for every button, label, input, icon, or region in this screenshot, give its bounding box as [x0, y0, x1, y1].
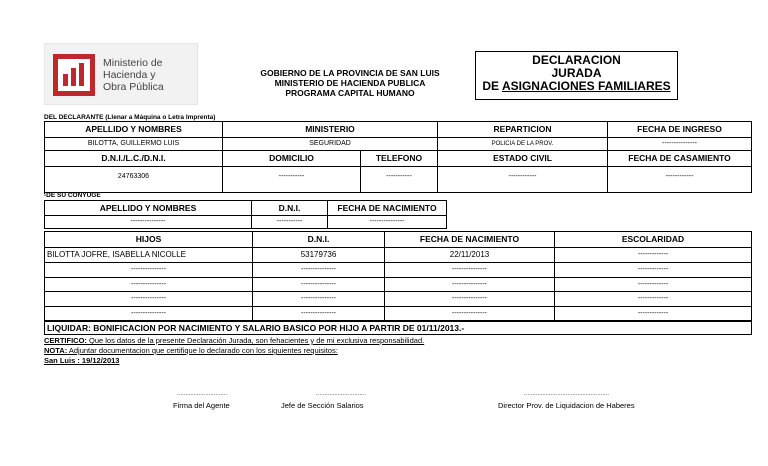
- conyuge-header-nacimiento: FECHA DE NACIMIENTO: [328, 201, 447, 216]
- gov-line-1: GOBIERNO DE LA PROVINCIA DE SAN LUIS: [260, 68, 440, 78]
- hijos-header-escolaridad: ESCOLARIDAD: [555, 232, 752, 248]
- title-line-2: JURADA: [551, 66, 602, 80]
- hijo-5-nombre: ---------------: [45, 307, 253, 321]
- certifico-line: CERTIFICO: Que los datos de la presente Declaración Jurada, son fehacientes y de mi exclusiva responsabilidad.: [44, 336, 425, 345]
- government-header: [240, 68, 460, 98]
- title-line-3: DE ASIGNACIONES FAMILIARES: [482, 79, 671, 93]
- header-dni: D.N.I./L.C./D.N.I.: [45, 151, 223, 167]
- hijo-3-dni: ---------------: [253, 278, 385, 292]
- conyuge-value-apellido: ---------------: [45, 216, 252, 229]
- hijo-2-dni: ---------------: [253, 263, 385, 278]
- conyuge-value-nacimiento: ---------------: [328, 216, 447, 229]
- value-fecha-ingreso: ---------------: [608, 138, 752, 151]
- header-estado-civil: ESTADO CIVIL: [438, 151, 608, 167]
- fecha-line: San Luis : 19/12/2013: [44, 356, 120, 365]
- conyuge-section-label: -DE SU CONYUGE: [44, 192, 101, 199]
- value-reparticion: POLICIA DE LA PROV.: [438, 138, 608, 151]
- value-estado-civil: ------------: [438, 167, 608, 193]
- hijo-4-nacimiento: ---------------: [385, 292, 555, 307]
- hijo-2-escolaridad: -------------: [555, 263, 752, 278]
- hijo-1-escolaridad: -------------: [555, 248, 752, 263]
- hijo-2-nacimiento: ---------------: [385, 263, 555, 278]
- logo-text: Ministerio de Hacienda y Obra Pública: [103, 57, 164, 93]
- hijos-header-nombre: HIJOS: [45, 232, 253, 248]
- hijo-1-dni: 53179736: [253, 248, 385, 263]
- conyuge-value-dni: -----------: [252, 216, 328, 229]
- signature-director-line: ...................................................: [524, 391, 610, 397]
- value-dni: 24763306: [45, 167, 223, 193]
- hijo-5-dni: ---------------: [253, 307, 385, 321]
- header-fecha-ingreso: FECHA DE INGRESO: [608, 122, 752, 138]
- value-fecha-casamiento: ------------: [608, 167, 752, 193]
- header-apellido: APELLIDO Y NOMBRES: [45, 122, 223, 138]
- header-fecha-casamiento: FECHA DE CASAMIENTO: [608, 151, 752, 167]
- document-title-box: [475, 51, 678, 100]
- gov-line-3: PROGRAMA CAPITAL HUMANO: [285, 88, 415, 98]
- signature-agente-label: Firma del Agente: [173, 401, 230, 410]
- conyuge-header-apellido: APELLIDO Y NOMBRES: [45, 201, 252, 216]
- value-telefono: -----------: [361, 167, 438, 193]
- signature-jefe-label: Jefe de Sección Salarios: [281, 401, 364, 410]
- header-domicilio: DOMICILIO: [223, 151, 361, 167]
- value-domicilio: -----------: [223, 167, 361, 193]
- declarante-section-label: DEL DECLARANTE (Llenar a Máquina o Letra Imprenta): [44, 114, 216, 121]
- signature-agente-line: ..............................: [177, 391, 228, 397]
- hijo-4-escolaridad: -------------: [555, 292, 752, 307]
- hijo-3-escolaridad: -------------: [555, 278, 752, 292]
- signature-jefe-line: ..............................: [316, 391, 367, 397]
- hijo-1-nombre: BILOTTA JOFRE, ISABELLA NICOLLE: [45, 248, 253, 263]
- hijo-4-dni: ---------------: [253, 292, 385, 307]
- hijo-5-nacimiento: ---------------: [385, 307, 555, 321]
- signature-director-label: Director Prov. de Liquidacion de Haberes: [498, 401, 635, 410]
- conyuge-header-dni: D.N.I.: [252, 201, 328, 216]
- hijos-header-nacimiento: FECHA DE NACIMIENTO: [385, 232, 555, 248]
- hijo-1-nacimiento: 22/11/2013: [385, 248, 555, 263]
- value-apellido: BILOTTA, GUILLERMO LUIS: [45, 138, 223, 151]
- hijos-table: [44, 231, 752, 321]
- header-telefono: TELEFONO: [361, 151, 438, 167]
- ministry-logo: [44, 43, 198, 105]
- hijo-4-nombre: ---------------: [45, 292, 253, 307]
- header-reparticion: REPARTICION: [438, 122, 608, 138]
- gov-line-2: MINISTERIO DE HACIENDA PUBLICA: [274, 78, 426, 88]
- hijo-5-escolaridad: -------------: [555, 307, 752, 321]
- hijos-header-dni: D.N.I.: [253, 232, 385, 248]
- liquidar-line: LIQUIDAR: BONIFICACION POR NACIMIENTO Y SALARIO BASICO POR HIJO A PARTIR DE 01/11/2013.-: [44, 321, 752, 335]
- hijo-2-nombre: ---------------: [45, 263, 253, 278]
- ministry-logo-icon: [53, 54, 95, 96]
- declarante-table: [44, 121, 752, 194]
- value-ministerio: SEGURIDAD: [223, 138, 438, 151]
- hijo-3-nombre: ---------------: [45, 278, 253, 292]
- title-line-1: DECLARACION: [532, 53, 621, 67]
- conyuge-table: [44, 200, 447, 229]
- header-ministerio: MINISTERIO: [223, 122, 438, 138]
- nota-line: NOTA: Adjuntar documentacion que certifique lo declarado con los siguientes requisitos:: [44, 346, 338, 355]
- hijo-3-nacimiento: ---------------: [385, 278, 555, 292]
